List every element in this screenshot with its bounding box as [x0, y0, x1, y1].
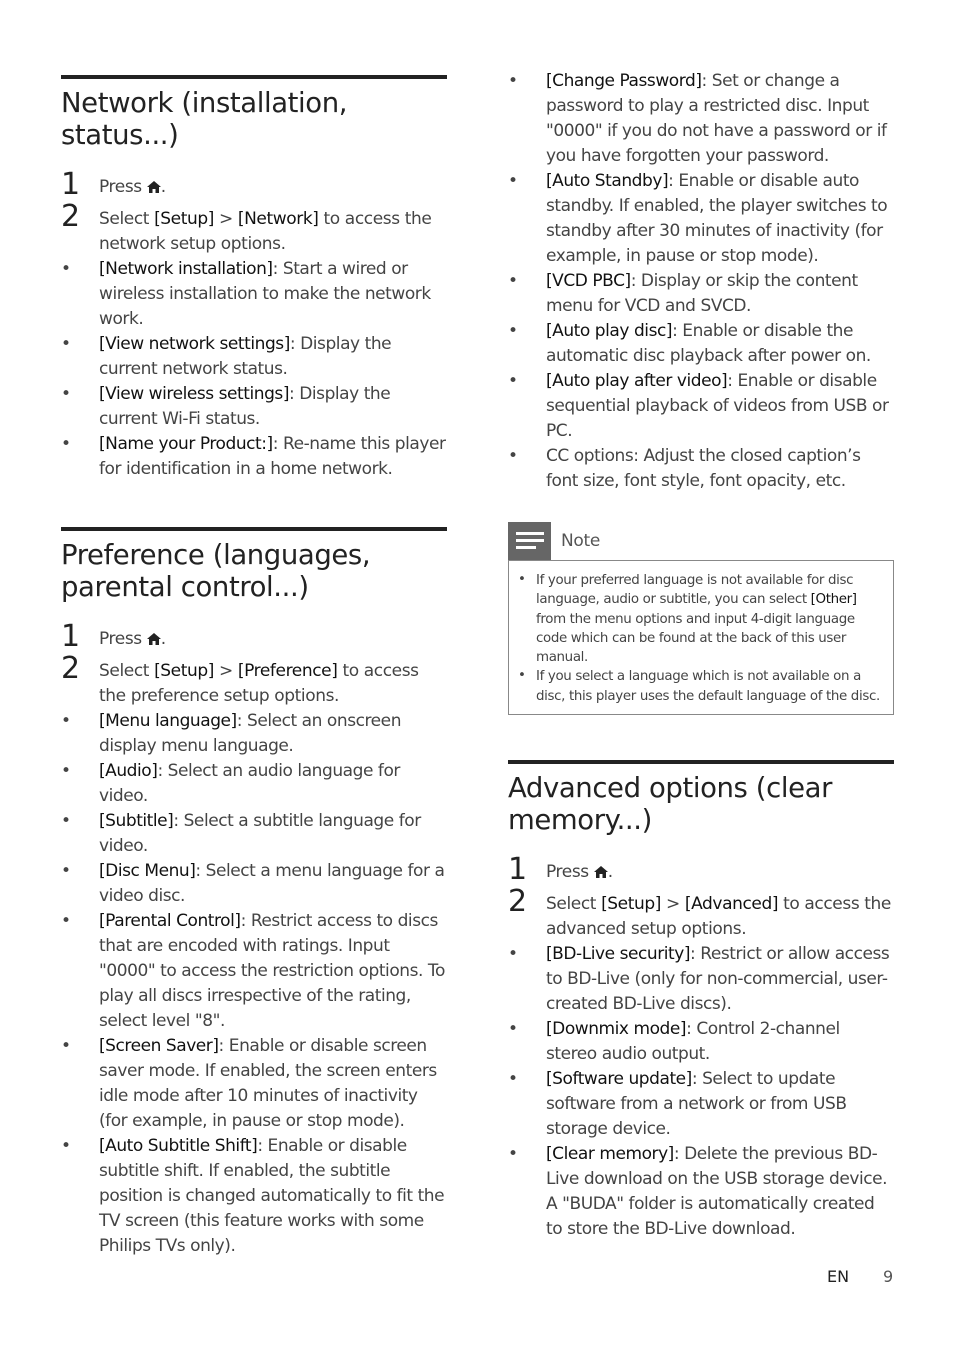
step-text: Press: [99, 629, 142, 649]
section-rule: [61, 75, 447, 79]
item-text: : Restrict access to discs that are encoded with ratings. Input "0000" to access the restriction options. To play all discs irrespective of the rating, select level "8".: [99, 911, 445, 1031]
item-key: [Disc Menu]: [99, 861, 196, 881]
section-rule: [61, 527, 447, 531]
note-key: [Other]: [810, 592, 857, 608]
step-number: 1: [508, 852, 527, 887]
page-number: 9: [883, 1267, 894, 1286]
step-mid: >: [661, 894, 685, 914]
item-key: [Change Password]: [546, 71, 702, 91]
item-text: : Select an onscreen display menu language.: [99, 711, 402, 756]
list-item: [61, 709, 447, 759]
list-item: [508, 369, 894, 444]
item-key: [Menu language]: [99, 711, 237, 731]
item-key: [Subtitle]: [99, 811, 174, 831]
item-text: : Start a wired or wireless installation to make the network work.: [99, 259, 431, 329]
item-text: : Control 2-channel stereo audio output.: [546, 1019, 840, 1064]
step-text: Press: [546, 862, 589, 882]
item-key: [Auto Subtitle Shift]: [99, 1136, 258, 1156]
item-text: : Enable or disable sequential playback of videos from USB or PC.: [546, 371, 889, 441]
note-header: [508, 522, 894, 560]
list-item: [508, 942, 894, 1017]
item-text: : Display or skip the content menu for VCD and SVCD.: [546, 271, 858, 316]
network-step-1: [61, 167, 447, 202]
item-text: : Select an audio language for video.: [99, 761, 400, 806]
item-key: [Auto play disc]: [546, 321, 673, 341]
note-item: [517, 571, 881, 667]
item-key: [Screen Saver]: [99, 1036, 219, 1056]
step-key-preference: [Preference]: [237, 661, 338, 681]
note-text: If you select a language which is not available on a disc, this player uses the default language of the disc.: [536, 669, 880, 704]
network-section: [61, 75, 447, 482]
step-key-setup: [Setup]: [601, 894, 662, 914]
step-mid: >: [214, 209, 238, 229]
item-key: [VCD PBC]: [546, 271, 631, 291]
step-number: 2: [61, 199, 80, 234]
step-pre: Select: [546, 894, 602, 914]
home-icon: [147, 181, 161, 193]
note-item: [517, 667, 881, 706]
item-text: : Enable or disable subtitle shift. If enabled, the subtitle position is changed automatically to fit the TV screen (this feature works with some Philips TVs only).: [99, 1136, 445, 1256]
section-rule: [508, 760, 894, 764]
item-text: : Delete the previous BD-Live download on the USB storage device. A "BUDA" folder is automatically created to store the BD-Live download.: [546, 1144, 888, 1239]
preference-step-1: [61, 619, 447, 654]
list-item: [508, 1017, 894, 1067]
step-pre: Select: [99, 209, 155, 229]
item-text: : Select a menu language for a video disc.: [99, 861, 445, 906]
step-key-setup: [Setup]: [154, 661, 215, 681]
step-number: 2: [61, 651, 80, 686]
item-text: : Re-name this player for identification in a home network.: [99, 434, 446, 479]
step-suffix: .: [607, 862, 613, 882]
item-text: CC options: Adjust the closed caption’s font size, font style, font opacity, etc.: [546, 446, 861, 491]
item-key: [Downmix mode]: [546, 1019, 687, 1039]
step-key-network: [Network]: [237, 209, 319, 229]
item-key: [Clear memory]: [546, 1144, 674, 1164]
item-key: [BD-Live security]: [546, 944, 691, 964]
note-text: If your preferred language is not available for disc language, audio or subtitle, you can select: [536, 573, 854, 608]
note-text-post: from the menu options and input 4-digit language code which can be found at the back of this user manual.: [536, 611, 855, 666]
item-key: [View network settings]: [99, 334, 290, 354]
preference-step-2: [61, 651, 447, 709]
list-item: [508, 444, 894, 494]
advanced-section: [508, 760, 894, 1242]
advanced-title: Advanced options (clear memory...): [508, 772, 832, 836]
step-key-setup: [Setup]: [154, 209, 215, 229]
item-key: [Network installation]: [99, 259, 273, 279]
list-item: [508, 1142, 894, 1242]
list-item: [61, 432, 447, 482]
preference-continued: [508, 69, 894, 494]
preference-section: [61, 527, 447, 1259]
note-box: [508, 522, 894, 715]
list-item: [61, 257, 447, 332]
list-item: [61, 1034, 447, 1134]
list-item: [61, 1134, 447, 1259]
advanced-step-1: [508, 852, 894, 887]
item-key: [View wireless settings]: [99, 384, 290, 404]
list-item: [508, 169, 894, 269]
item-key: [Auto Standby]: [546, 171, 669, 191]
list-item: [508, 269, 894, 319]
list-item: [61, 809, 447, 859]
step-post: to access the advanced setup options.: [546, 894, 891, 939]
step-mid: >: [214, 661, 238, 681]
list-item: [61, 759, 447, 809]
step-number: 2: [508, 884, 527, 919]
step-pre: Select: [99, 661, 155, 681]
home-icon: [147, 633, 161, 645]
step-post: to access the network setup options.: [99, 209, 432, 254]
list-item: [61, 909, 447, 1034]
item-key: [Audio]: [99, 761, 158, 781]
list-item: [61, 382, 447, 432]
item-key: [Auto play after video]: [546, 371, 728, 391]
item-text: : Set or change a password to play a restricted disc. Input "0000" if you do not have a password or if you have forgotten your password.: [546, 71, 887, 166]
item-text: : Enable or disable screen saver mode. If enabled, the screen enters idle mode after 10 minutes of inactivity (for example, in pause or stop mode).: [99, 1036, 437, 1131]
item-text: : Select to update software from a network or from USB storage device.: [546, 1069, 847, 1139]
item-text: : Display the current network status.: [99, 334, 392, 379]
list-item: [508, 319, 894, 369]
step-post: to access the preference setup options.: [99, 661, 419, 706]
note-content: [508, 560, 894, 715]
home-icon: [594, 866, 608, 878]
item-key: [Name your Product:]: [99, 434, 273, 454]
network-title: Network (installation, status...): [61, 87, 348, 151]
footer-language: EN: [827, 1267, 850, 1286]
step-suffix: .: [160, 629, 166, 649]
step-number: 1: [61, 167, 80, 202]
item-text: : Select a subtitle language for video.: [99, 811, 421, 856]
list-item: [508, 69, 894, 169]
preference-title: Preference (languages, parental control...): [61, 539, 371, 603]
network-step-2: [61, 199, 447, 257]
item-text: : Display the current Wi-Fi status.: [99, 384, 391, 429]
list-item: [61, 332, 447, 382]
advanced-step-2: [508, 884, 894, 942]
step-text: Press: [99, 177, 142, 197]
item-text: : Enable or disable the automatic disc playback after power on.: [546, 321, 871, 366]
step-number: 1: [61, 619, 80, 654]
list-item: [508, 1067, 894, 1142]
item-text: : Enable or disable auto standby. If enabled, the player switches to standby after 30 minutes of inactivity (for example, in pause or stop mode).: [546, 171, 888, 266]
note-icon: [508, 522, 551, 560]
item-text: : Restrict or allow access to BD-Live (only for non-commercial, user-created BD-Live discs).: [546, 944, 890, 1014]
note-label: Note: [561, 531, 601, 551]
item-key: [Software update]: [546, 1069, 692, 1089]
item-key: [Parental Control]: [99, 911, 241, 931]
step-key-advanced: [Advanced]: [684, 894, 779, 914]
list-item: [61, 859, 447, 909]
step-suffix: .: [160, 177, 166, 197]
